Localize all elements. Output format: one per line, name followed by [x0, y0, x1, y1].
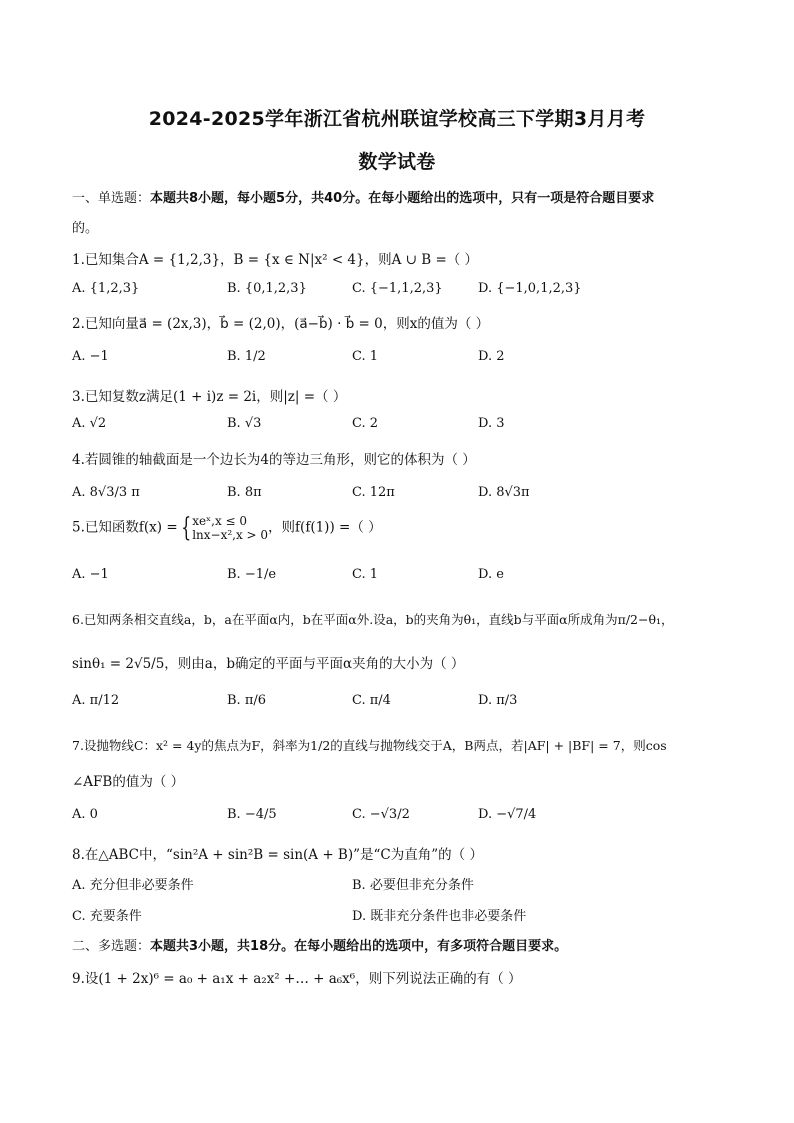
q5-piece-2: lnx−x²,x > 0	[192, 528, 269, 542]
q5-option-d: D. e	[478, 567, 504, 582]
question-5-stem	[72, 514, 382, 542]
q4-option-b: B. 8π	[227, 485, 262, 500]
exam-subtitle: 数学试卷	[358, 151, 436, 173]
exam-title: 2024-2025学年浙江省杭州联谊学校高三下学期3月月考	[148, 108, 646, 130]
q3-option-d: D. 3	[478, 416, 505, 431]
section-1-label: 一、单选题：	[72, 191, 151, 206]
q3-option-b: B. √3	[227, 416, 262, 431]
q5-option-a: A. −1	[72, 567, 109, 582]
q8-option-b: B. 必要但非充分条件	[352, 878, 474, 893]
q1-option-d: D. {−1,0,1,2,3}	[478, 281, 582, 296]
q2-option-d: D. 2	[478, 349, 505, 364]
section-2-label: 二、多选题：	[72, 939, 151, 954]
q5-option-c: C. 1	[352, 567, 379, 582]
question-1-stem: 1.已知集合A = {1,2,3}，B = {x ∈ N|x² < 4}，则A ∪ B =（ ）	[72, 252, 479, 268]
brace-glyph: {	[180, 513, 191, 543]
q7-option-d: D. −√7/4	[478, 807, 537, 822]
question-2-stem: 2.已知向量a⃗ = (2x,3)，b⃗ = (2,0)，(a⃗−b⃗) · b⃗ = 0，则x的值为（ ）	[72, 316, 490, 332]
q2-option-a: A. −1	[72, 349, 109, 364]
section-2-header	[72, 935, 567, 954]
q8-option-d: D. 既非充分条件也非必要条件	[352, 909, 527, 924]
q7-option-c: C. −√3/2	[352, 807, 410, 822]
q3-option-a: A. √2	[72, 416, 107, 431]
q1-option-a: A. {1,2,3}	[72, 281, 140, 296]
q4-option-c: C. 12π	[352, 485, 395, 500]
section-1-header	[72, 187, 654, 206]
question-7-line-2: ∠AFB的值为（ ）	[72, 774, 185, 790]
question-9-stem: 9.设(1 + 2x)⁶ = a₀ + a₁x + a₂x² +… + a₆x⁶，则下列说法正确的有（ ）	[72, 971, 522, 987]
q5-stem-pre: 5.已知函数f(x) =	[72, 519, 178, 536]
section-1-desc: 本题共8小题，每小题5分，共40分。在每小题给出的选项中，只有一项是符合题目要求	[150, 191, 655, 206]
q7-option-a: A. 0	[72, 807, 98, 822]
q7-option-b: B. −4/5	[227, 807, 277, 822]
question-6-line-1: 6.已知两条相交直线a，b，a在平面α内，b在平面α外.设a，b的夹角为θ₁，直线b与平面α所成角为π/2−θ₁，	[72, 612, 674, 627]
q1-option-c: C. {−1,1,2,3}	[352, 281, 443, 296]
q5-option-b: B. −1/e	[227, 567, 277, 582]
q3-option-c: C. 2	[352, 416, 379, 431]
q8-option-c: C. 充要条件	[72, 909, 142, 924]
q5-piecewise	[192, 514, 268, 542]
section-1-desc-cont: 的。	[72, 221, 99, 236]
q2-option-b: B. 1/2	[227, 349, 266, 364]
q8-option-a: A. 充分但非必要条件	[72, 878, 194, 893]
q5-piece-1: xeˣ,x ≤ 0	[192, 514, 248, 528]
q4-option-d: D. 8√3π	[478, 485, 530, 500]
q6-option-b: B. π/6	[227, 693, 267, 708]
question-7-line-1: 7.设抛物线C：x² = 4y的焦点为F，斜率为1/2的直线与抛物线交于A，B两点，若|AF| + |BF| = 7，则cos	[72, 738, 667, 753]
q4-option-a: A. 8√3/3 π	[72, 485, 140, 500]
q6-option-c: C. π/4	[352, 693, 391, 708]
q5-stem-post: ，则f(f(1)) =（ ）	[268, 519, 382, 536]
question-8-stem: 8.在△ABC中，“sin²A + sin²B = sin(A + B)”是“C为直角”的（ ）	[72, 847, 483, 863]
question-6-line-2: sinθ₁ = 2√5/5，则由a，b确定的平面与平面α夹角的大小为（ ）	[72, 656, 465, 672]
q6-option-d: D. π/3	[478, 693, 518, 708]
q1-option-b: B. {0,1,2,3}	[227, 281, 307, 296]
q6-option-a: A. π/12	[72, 693, 120, 708]
question-3-stem: 3.已知复数z满足(1 + i)z = 2i，则|z| =（ ）	[72, 389, 347, 405]
q2-option-c: C. 1	[352, 349, 379, 364]
question-4-stem: 4.若圆锥的轴截面是一个边长为4的等边三角形，则它的体积为（ ）	[72, 452, 476, 468]
section-2-desc: 本题共3小题，共18分。在每小题给出的选项中，有多项符合题目要求。	[150, 939, 568, 954]
